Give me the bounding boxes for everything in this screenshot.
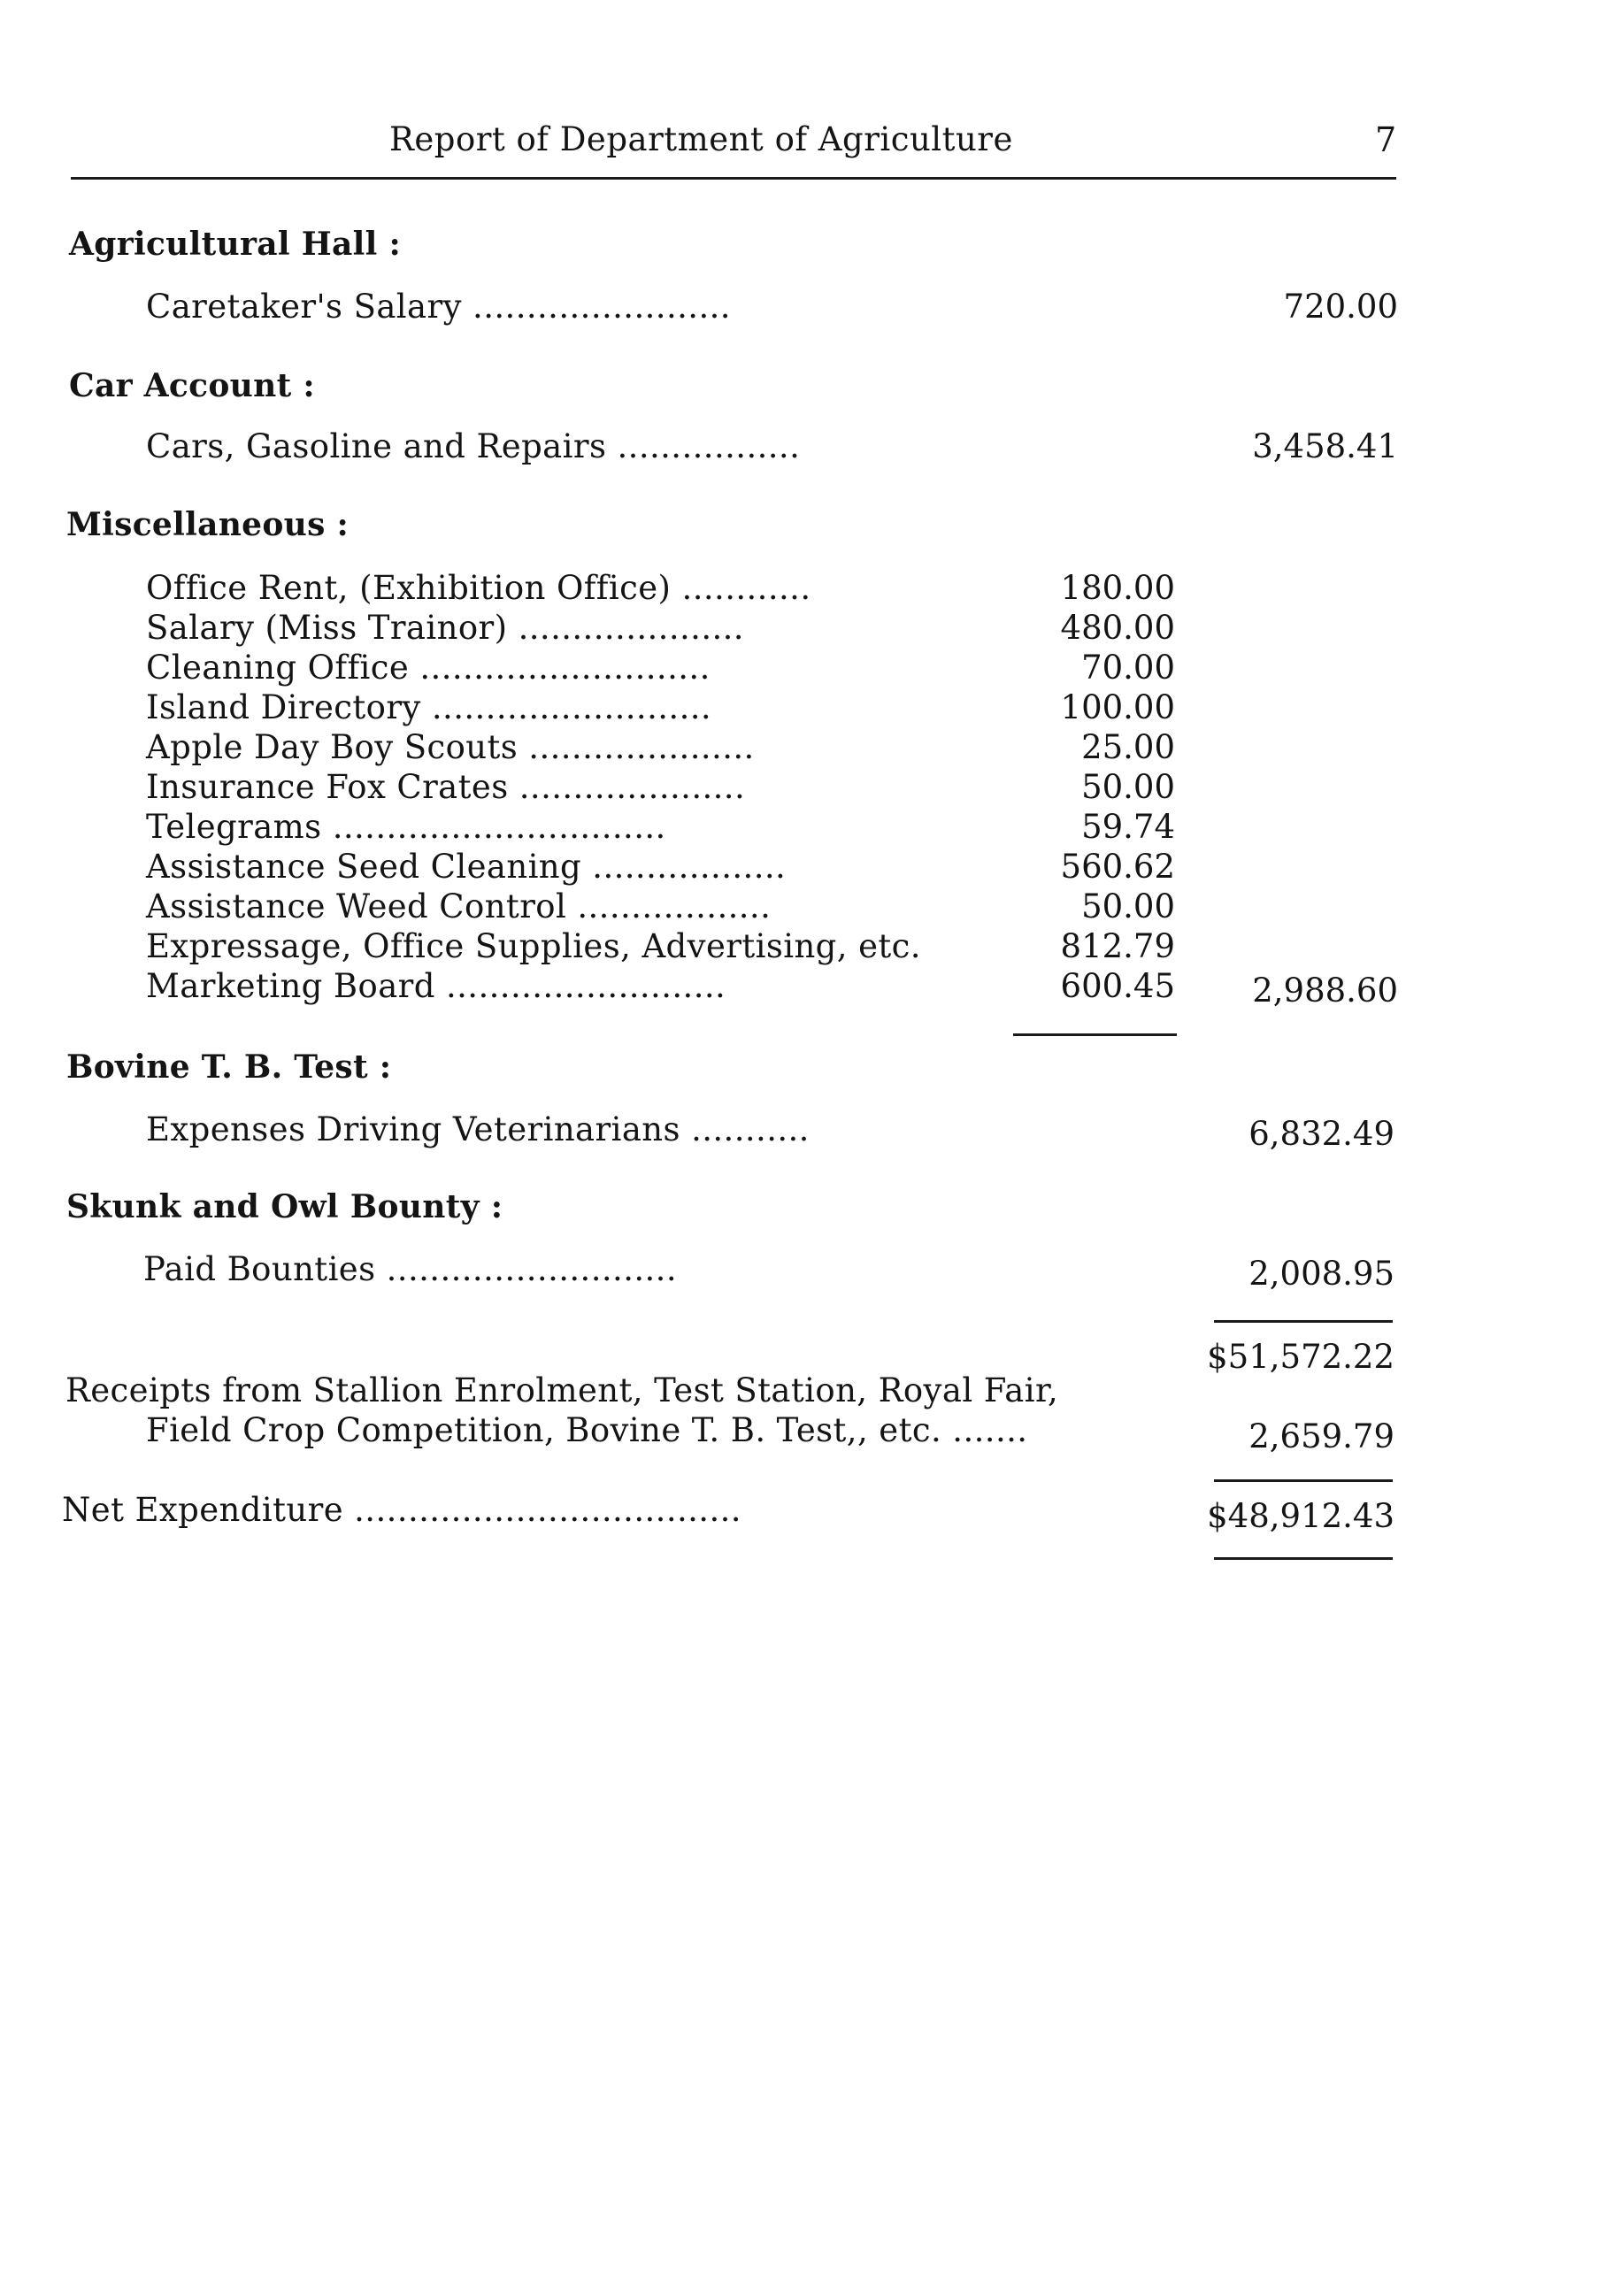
page-header-title: Report of Department of Agriculture — [389, 120, 1013, 158]
line-item-amount: 100.00 — [1060, 688, 1175, 726]
line-item-label: Island Directory .......................... — [146, 688, 712, 726]
line-item-label: Assistance Seed Cleaning .................. — [146, 848, 787, 886]
line-item-label: Insurance Fox Crates ..................... — [146, 768, 746, 806]
line-item-amount: 59.74 — [1081, 808, 1175, 846]
line-item-label: Telegrams ............................... — [146, 808, 666, 846]
section-heading-agricultural-hall: Agricultural Hall : — [69, 226, 402, 263]
line-item-amount: 50.00 — [1081, 768, 1175, 806]
line-item-amount: 180.00 — [1060, 569, 1175, 607]
line-item-amount: 50.00 — [1081, 887, 1175, 925]
section-total: 2,008.95 — [1248, 1255, 1394, 1293]
line-item-label: Caretaker's Salary ........................ — [146, 288, 731, 326]
section-total: 3,458.41 — [1252, 427, 1398, 465]
line-item-label: Marketing Board .......................... — [146, 967, 726, 1005]
net-expenditure-amount: $48,912.43 — [1207, 1497, 1394, 1535]
section-heading-skunk-owl-bounty: Skunk and Owl Bounty : — [66, 1188, 503, 1225]
line-item-amount: 25.00 — [1081, 728, 1175, 766]
header-rule — [71, 177, 1396, 180]
line-item-label: Paid Bounties ........................... — [143, 1250, 677, 1288]
line-item-amount: 812.79 — [1060, 927, 1175, 965]
line-item-amount: 600.45 — [1060, 967, 1175, 1005]
section-heading-car-account: Car Account : — [69, 367, 315, 404]
line-item-label: Cars, Gasoline and Repairs ................. — [146, 427, 801, 465]
total-rule — [1214, 1320, 1393, 1323]
line-item-label: Expressage, Office Supplies, Advertising, etc. — [146, 927, 921, 965]
line-item-label: Assistance Weed Control .................. — [146, 887, 772, 925]
net-rule-bottom — [1214, 1557, 1393, 1560]
line-item-amount: 70.00 — [1081, 649, 1175, 687]
page-number: 7 — [1375, 120, 1397, 159]
net-expenditure-label: Net Expenditure .................................... — [62, 1491, 741, 1529]
section-heading-miscellaneous: Miscellaneous : — [66, 506, 350, 543]
receipts-line-1: Receipts from Stallion Enrolment, Test Station, Royal Fair, — [65, 1371, 1059, 1409]
section-total: 720.00 — [1283, 288, 1398, 326]
receipts-amount: 2,659.79 — [1248, 1417, 1394, 1455]
line-item-amount: 480.00 — [1060, 609, 1175, 647]
line-item-label: Salary (Miss Trainor) ..................... — [146, 609, 744, 647]
gross-total: $51,572.22 — [1207, 1338, 1394, 1376]
line-item-label: Cleaning Office ........................... — [146, 649, 711, 687]
net-rule-top — [1214, 1479, 1393, 1482]
subtotal-rule — [1013, 1033, 1177, 1036]
line-item-label: Expenses Driving Veterinarians ........... — [146, 1110, 810, 1148]
line-item-label: Apple Day Boy Scouts ..................... — [146, 728, 755, 766]
section-total: 2,988.60 — [1252, 971, 1398, 1010]
section-heading-bovine-tb-test: Bovine T. B. Test : — [66, 1048, 392, 1086]
receipts-line-2: Field Crop Competition, Bovine T. B. Test,, etc. ....... — [146, 1411, 1028, 1449]
section-total: 6,832.49 — [1248, 1115, 1394, 1153]
line-item-label: Office Rent, (Exhibition Office) ............ — [146, 569, 811, 607]
line-item-amount: 560.62 — [1060, 848, 1175, 886]
